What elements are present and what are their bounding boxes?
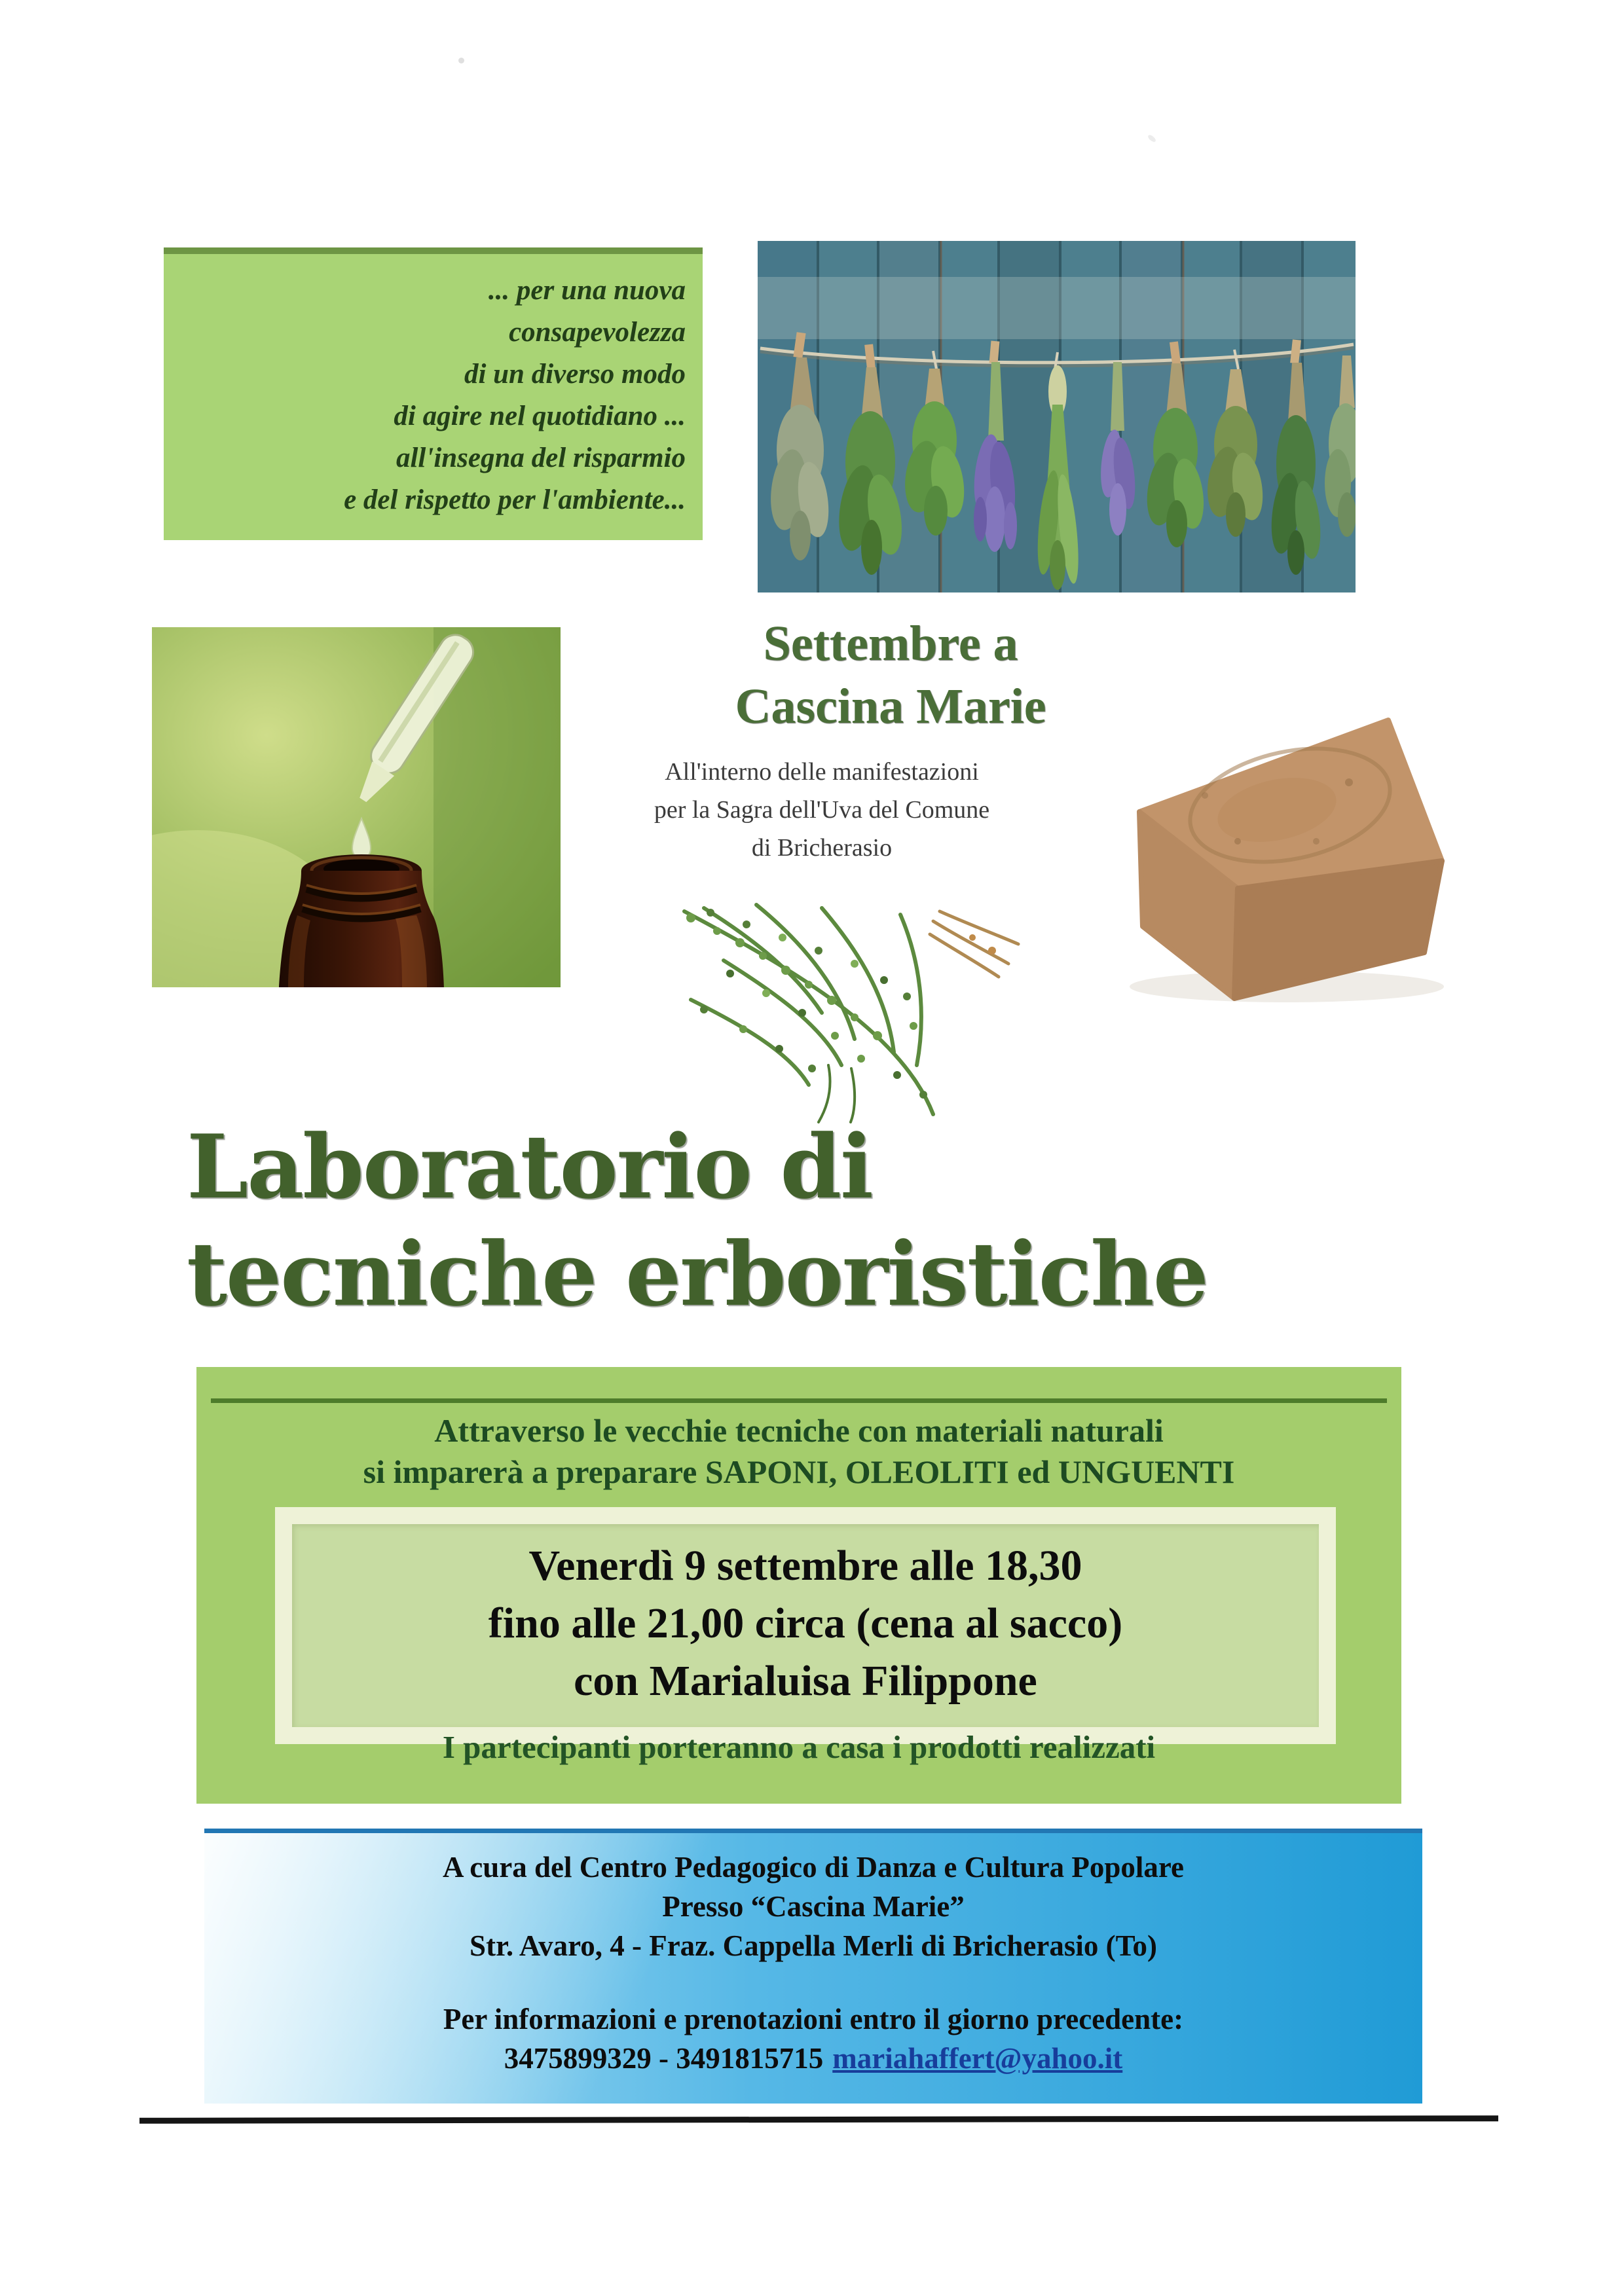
quote-line: all'insegna del risparmio — [396, 443, 686, 473]
info-text — [204, 1848, 1422, 2078]
dropper-bottle-drawing — [152, 627, 561, 987]
scan-speckle — [1147, 134, 1156, 143]
schedule-box — [275, 1507, 1336, 1744]
workshop-intro — [196, 1410, 1401, 1493]
email-link[interactable]: mariahaffert@yahoo.it — [832, 2042, 1123, 2075]
workshop-box — [196, 1367, 1401, 1804]
workshop-note: I partecipanti porteranno a casa i prodotti realizzati — [442, 1729, 1156, 1765]
quote-box — [164, 247, 703, 540]
quote-text — [170, 270, 686, 521]
amber-bottle — [279, 854, 444, 987]
quote-line: di un diverso modo — [464, 359, 686, 390]
page-title — [187, 1113, 1464, 1328]
sprig-leaves — [686, 909, 927, 1099]
dropper-bottle-photo — [152, 627, 561, 987]
schedule-line1: Venerdì 9 settembre alle 18,30 — [528, 1542, 1082, 1590]
info-venue: Presso “Cascina Marie” — [662, 1890, 965, 1923]
hanging-herbs-drawing — [758, 241, 1356, 592]
page-title-line2: tecniche erboristiche — [187, 1222, 1208, 1326]
info-phones: 3475899329 - 3491815715 — [504, 2042, 824, 2075]
soap-block-drawing — [1041, 645, 1446, 1008]
event-subtext-line: di Bricherasio — [751, 834, 893, 862]
info-organizer: A cura del Centro Pedagogico di Danza e Cultura Popolare — [442, 1851, 1184, 1884]
workshop-intro-line2: si imparerà a preparare SAPONI, OLEOLITI ed UNGUENTI — [363, 1453, 1235, 1490]
quote-line: ... per una nuova — [488, 275, 686, 306]
info-gap — [204, 1965, 1422, 1999]
info-contacts — [204, 2039, 1422, 2078]
sprig-dry-tuft — [930, 911, 1018, 977]
soap-cube — [1139, 720, 1442, 998]
event-subtext — [622, 753, 1022, 867]
herb-sprig-drawing — [625, 872, 1035, 1124]
soap-block-photo — [1041, 645, 1446, 1008]
scan-speckle — [458, 58, 464, 64]
quote-line: di agire nel quotidiano ... — [394, 401, 686, 431]
schedule-line2: fino alle 21,00 circa (cena al sacco) — [488, 1599, 1123, 1647]
page-title-line1: Laboratorio di — [187, 1115, 872, 1218]
hanging-herbs-photo — [758, 241, 1356, 592]
workshop-divider — [211, 1398, 1387, 1403]
info-box — [204, 1829, 1422, 2104]
quote-line: consapevolezza — [509, 317, 686, 348]
quote-line: e del rispetto per l'ambiente... — [344, 484, 686, 515]
info-booking: Per informazioni e prenotazioni entro il giorno precedente: — [443, 2003, 1184, 2035]
event-subtext-line: All'interno delle manifestazioni — [665, 758, 979, 786]
herb-sprig-image — [625, 872, 1035, 1124]
schedule-line3: con Marialuisa Filippone — [574, 1657, 1037, 1705]
info-address: Str. Avaro, 4 - Fraz. Cappella Merli di Bricherasio (To) — [470, 1929, 1157, 1962]
bottom-rule — [139, 2115, 1498, 2124]
event-subtext-line: per la Sagra dell'Uva del Comune — [654, 796, 990, 824]
workshop-intro-line1: Attraverso le vecchie tecniche con materiali naturali — [434, 1412, 1164, 1449]
event-heading-line2: Cascina Marie — [735, 679, 1046, 734]
schedule-text — [292, 1537, 1319, 1710]
event-heading — [681, 612, 1100, 738]
event-heading-line1: Settembre a — [763, 616, 1018, 671]
sprig-stems — [684, 905, 933, 1122]
